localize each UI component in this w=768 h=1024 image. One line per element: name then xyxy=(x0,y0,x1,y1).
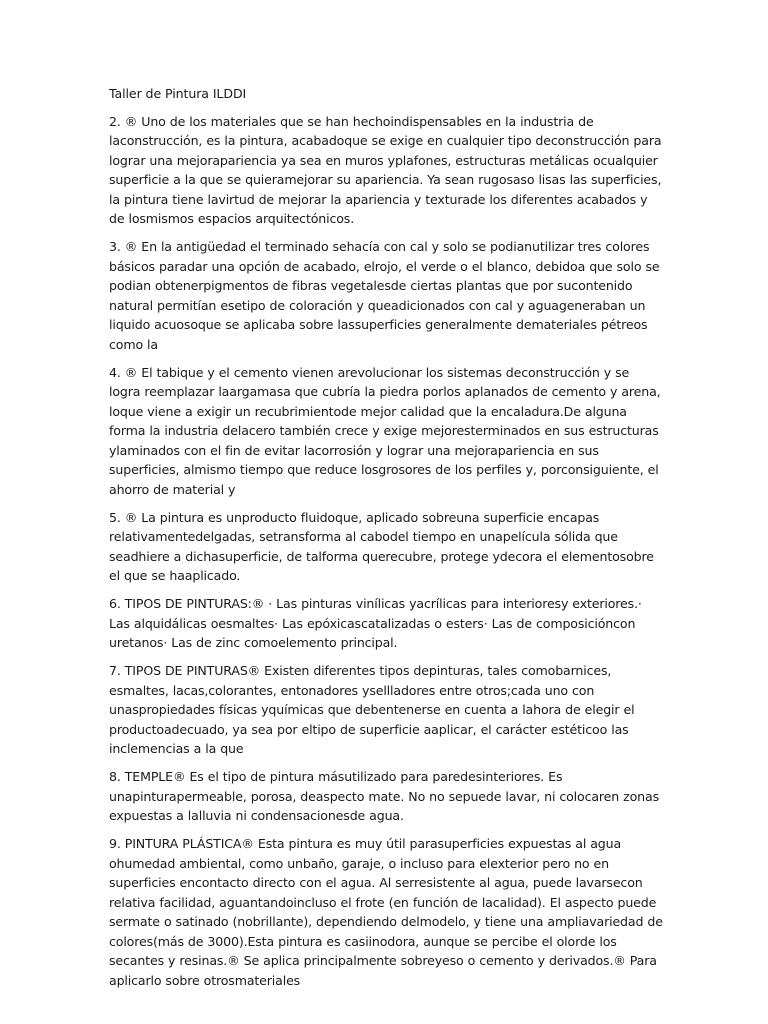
paragraph-7: 7. TIPOS DE PINTURAS® Existen diferentes tipos depinturas, tales comobarnices, esmaltes, lacas,colorantes, entonadores ysellladores entre otros;cada uno con unaspropiedades físicas yquímicas que debentenerse en cuenta a lahora de elegir el productoadecuado, ya sea por eltipo de superficie aaplicar, el carácter estéticoo las inclemencias a la que xyxy=(109,663,635,756)
paragraph-3: 3. ® En la antigüedad el terminado sehacía con cal y solo se podianutilizar tres colores básicos paradar una opción de acabado, elrojo, el verde o el blanco, debidoa que solo se podian obtenerpigmentos de fibras vegetalesde ciertas plantas que por sucontenido natural permitían esetipo de coloración y queadicionados con cal y aguageneraban un liquido acuosoque se aplicaba sobre lassuperficies generalmente demateriales pétreos como la xyxy=(109,239,660,352)
paragraph-2: 2. ® Uno de los materiales que se han hechoindispensables en la industria de laconstrucción, es la pintura, acabadoque se exige en cualquier tipo deconstrucción para lograr una mejorapariencia ya sea en muros yplafones, estructuras metálicas ocualquier superficie a la que se quieramejorar su apariencia. Ya sean rugosaso lisas las superficies, la pintura tiene lavirtud de mejorar la apariencia y texturade los diferentes acabados y de losmismos espacios arquitectónicos. xyxy=(109,113,662,226)
paragraph-9: 9. PINTURA PLÁSTICA® Esta pintura es muy útil parasuperficies expuestas al agua ohumedad ambiental, como unbaño, garaje, o incluso para elexterior pero no en superficies encontacto directo con el agua. Al serresistente al agua, puede lavarsecon relativa facilidad, aguantandoincluso el frote (en función de lacalidad). El aspecto puede sermate o satinado (nobrillante), dependiendo delmodelo, y tiene una ampliavariedad de colores(más de 3000).Esta pintura es casiinodora, aunque se percibe el olorde los secantes y resinas.® Se aplica principalmente sobreyeso o cemento y derivados.® Para aplicarlo sobre otrosmateriales xyxy=(109,836,663,988)
paragraph-5: 5. ® La pintura es unproducto fluidoque, aplicado sobreuna superficie encapas relativamentedelgadas, setransforma al cabodel tiempo en unapelícula sólida que seadhiere a dichasuperficie, de talforma querecubre, protege ydecora el elementosobre el que se haaplicado. xyxy=(109,509,654,583)
paragraph-4: 4. ® El tabique y el cemento vienen arevolucionar los sistemas deconstrucción y se logra reemplazar laargamasa que cubría la piedra porlos aplanados de cemento y arena, loque viene a exigir un recubrimientode mejor calidad que la encaladura.De alguna forma la industria delacero también crece y exige mejoresterminados en sus estructuras ylaminados con el fin de evitar lacorrosión y lograr una mejorapariencia en sus superficies, almismo tiempo que reduce losgrosores de los perfiles y, porconsiguiente, el ahorro de material y xyxy=(109,364,661,497)
paragraph-6: 6. TIPOS DE PINTURAS:® · Las pinturas vinílicas yacrílicas para interioresy exteriores.· Las alquidálicas oesmaltes· Las epóxicascatalizadas o esters· Las de composicióncon uretanos· Las de zinc comoelemento principal. xyxy=(109,596,642,650)
paragraph-8: 8. TEMPLE® Es el tipo de pintura másutilizado para paredesinteriores. Es unapinturapermeable, porosa, deaspecto mate. No no sepuede lavar, ni colocaren zonas expuestas a lalluvia ni condensacionesde agua. xyxy=(109,769,659,823)
document-title: Taller de Pintura ILDDI xyxy=(109,86,247,101)
